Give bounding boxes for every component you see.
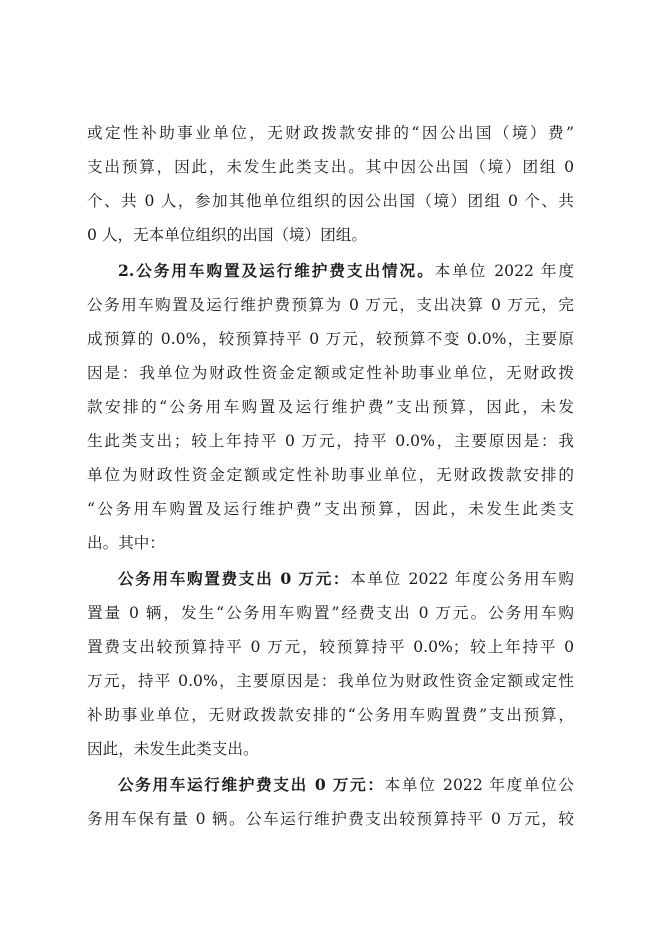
text-fragment: 本单位 2022 年度 <box>434 262 574 280</box>
text-line: 个、共 0 人，参加其他单位组织的因公出国（境）团组 0 个、共 <box>87 192 574 210</box>
text-line <box>118 566 574 592</box>
text-line: 因是：我单位为财政性资金定额或定性补助事业单位，无财政拨 <box>87 364 574 382</box>
text-line: 或定性补助事业单位，无财政拨款安排的“因公出国（境）费” <box>87 124 574 142</box>
text-fragment: 本单位 2022 年度单位公 <box>384 776 574 794</box>
text-line: 支出预算，因此，未发生此类支出。其中因公出国（境）团组 0 <box>87 158 574 176</box>
text-fragment: 本单位 2022 年度公务用车购 <box>350 570 574 588</box>
text-line: 务用车保有量 0 辆。公车运行维护费支出较预算持平 0 万元，较 <box>87 810 574 828</box>
text-line: 单位为财政性资金定额或定性补助事业单位，无财政拨款安排的 <box>87 466 574 484</box>
text-line: 成预算的 0.0%，较预算持平 0 万元，较预算不变 0.0%，主要原 <box>87 330 574 348</box>
text-line <box>118 772 574 798</box>
subsection-heading: 公务用车购置费支出 0 万元： <box>118 569 351 588</box>
text-line: 因此，未发生此类支出。 <box>87 740 259 758</box>
text-line: 生此类支出；较上年持平 0 万元，持平 0.0%，主要原因是：我 <box>87 432 574 450</box>
subsection-heading: 公务用车运行维护费支出 0 万元： <box>118 775 385 794</box>
text-line: 款安排的“公务用车购置及运行维护费”支出预算，因此，未发 <box>87 398 574 416</box>
text-line: 出。其中： <box>87 534 165 552</box>
text-line: 万元，持平 0.0%，主要原因是：我单位为财政性资金定额或定性 <box>87 672 574 690</box>
text-line <box>118 258 574 284</box>
section-heading: 2.公务用车购置及运行维护费支出情况。 <box>118 261 435 280</box>
text-line: 置费支出较预算持平 0 万元，较预算持平 0.0%；较上年持平 0 <box>87 638 574 656</box>
text-line: “公务用车购置及运行维护费”支出预算，因此，未发生此类支 <box>87 500 574 518</box>
text-line: 0 人，无本单位组织的出国（境）团组。 <box>87 226 367 244</box>
text-line: 补助事业单位，无财政拨款安排的“公务用车购置费”支出预算， <box>87 706 574 724</box>
text-line: 公务用车购置及运行维护费预算为 0 万元，支出决算 0 万元，完 <box>87 296 574 314</box>
text-line: 置量 0 辆，发生“公务用车购置”经费支出 0 万元。公务用车购 <box>87 604 574 622</box>
